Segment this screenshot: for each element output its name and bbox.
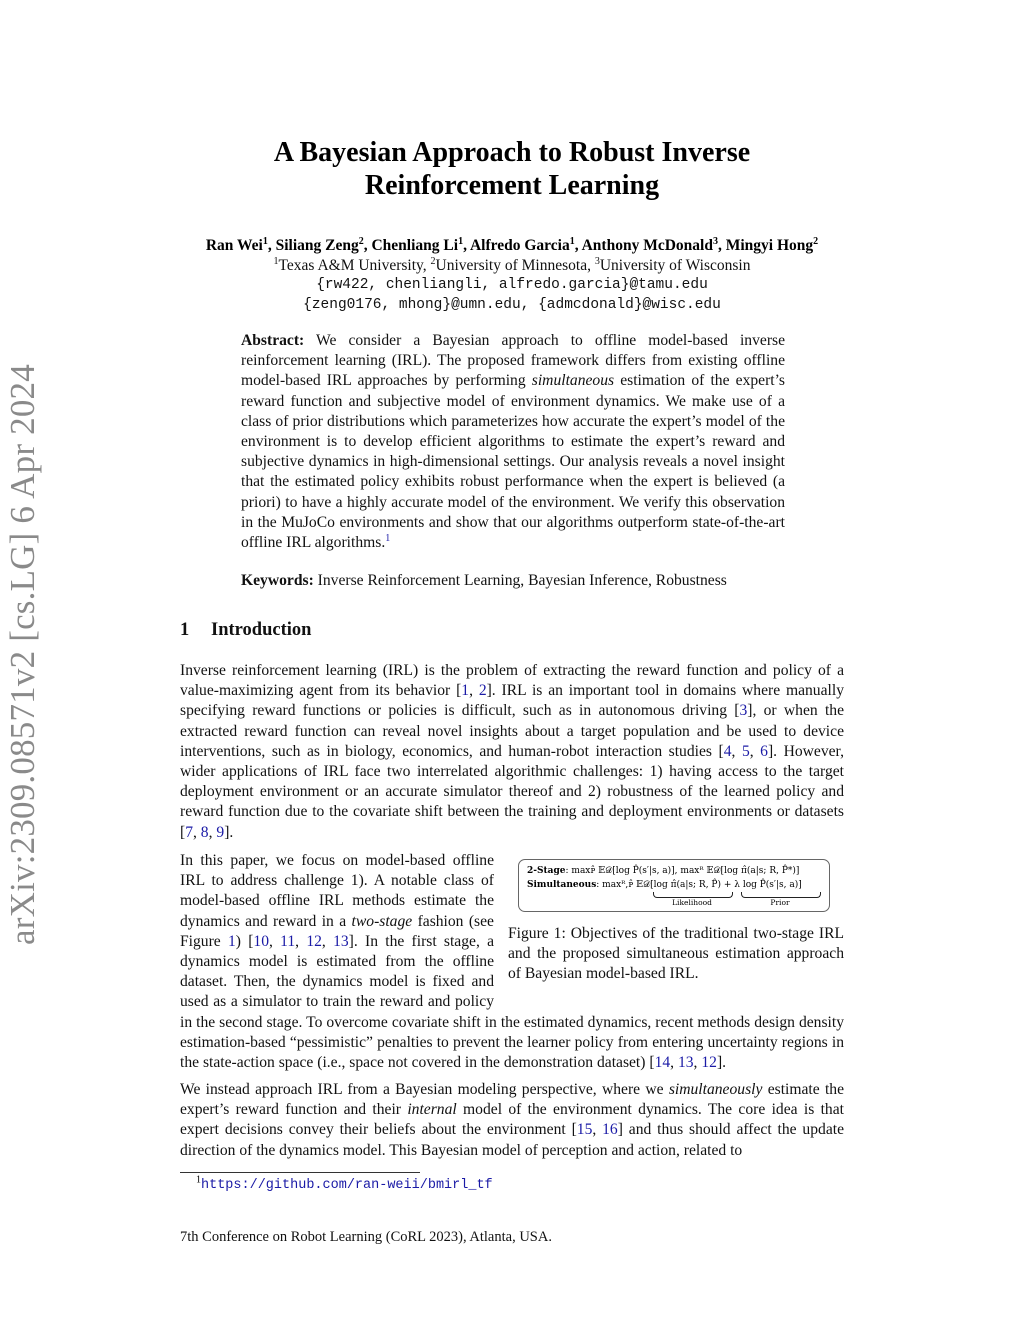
citation-link[interactable]: 9	[216, 823, 225, 841]
title-line-1: A Bayesian Approach to Robust Inverse	[273, 137, 751, 168]
affiliation-mark: 2	[430, 255, 436, 267]
paragraph-text: ,	[469, 682, 479, 700]
citation-link[interactable]: 4	[723, 742, 732, 760]
citation-link[interactable]: 15	[576, 1121, 593, 1139]
citation-link[interactable]: 1	[461, 682, 470, 700]
affiliation-mark: 3	[594, 255, 600, 267]
paragraph-text: ], or when the extracted reward function can reveal novel insights about a target population and be used to device interventions, such as in biology, economics, and human-robot interaction studies [	[180, 702, 844, 760]
figure-1	[508, 851, 844, 991]
simultaneous-expression: : maxᴿ,ᴘ̂ 𝔼𝒟[log π̂(a|s; R, P̂) + λ log P̂(s′|s, a)]	[596, 880, 802, 890]
abstract-label: Abstract:	[241, 332, 305, 349]
author-emails	[120, 275, 904, 315]
citation-link[interactable]: 12	[701, 1054, 717, 1072]
author-affiliation-mark: 1	[569, 235, 575, 247]
brace-annotations	[527, 892, 821, 908]
paragraph-text: ,	[321, 932, 334, 950]
author-affiliation-mark: 2	[358, 235, 364, 247]
paragraph-text: ,	[670, 1054, 678, 1072]
prior-label: Prior	[770, 898, 790, 907]
paragraph-text: ,	[749, 742, 761, 760]
author-name: Mingyi Hong	[725, 237, 814, 254]
author-affiliation-mark: 2	[813, 235, 819, 247]
figure-reference-link[interactable]: 1	[227, 932, 236, 950]
paragraph-text: In this paper, we focus on model-based offline IRL to address challenge 1). A notable class of model-based offline IRL methods estimate the dynamics and reward in a	[180, 852, 494, 930]
two-stage-objective	[527, 864, 821, 878]
abstract	[241, 331, 785, 553]
affiliation-name: Texas A&M University	[278, 257, 423, 274]
keywords-text: Inverse Reinforcement Learning, Bayesian Inference, Robustness	[317, 572, 727, 589]
section-title: Introduction	[211, 620, 312, 640]
paragraph-text: estimate the expert’s reward function and their	[180, 1081, 844, 1119]
author-name: Alfredo Garcia	[469, 237, 570, 254]
footnote-mark: 1	[196, 1174, 201, 1186]
paragraph-text: ]. However, wider applications of IRL face two interrelated algorithmic challenges: 1) having access to the target deployment environment or an accurate simulator thereof and 2) robustness of the learned policy and reward function due to the covariate shift between the training and deployment environments or datasets [	[180, 742, 845, 841]
footnote-divider	[180, 1172, 420, 1173]
paragraph-text: ,	[269, 932, 281, 950]
citation-link[interactable]: 13	[333, 932, 349, 950]
affiliation-mark: 1	[273, 255, 279, 267]
paragraph-text: ,	[731, 742, 742, 760]
affiliation-name: University of Minnesota	[435, 257, 588, 274]
two-stage-label: 2-Stage	[527, 866, 566, 876]
abstract-emphasis: simultaneous	[531, 372, 615, 390]
citation-link[interactable]: 12	[306, 932, 322, 950]
author-name: Anthony McDonald	[581, 237, 713, 254]
citation-link[interactable]: 6	[760, 742, 768, 760]
citation-link[interactable]: 10	[253, 932, 269, 950]
affiliations: $^1$Texas A&M University, $^2$University of Minnesota, $^3$University of Wisconsin	[273, 255, 751, 274]
author-affiliation-mark: 1	[262, 235, 268, 247]
two-stage-expression: : maxᴘ̂ 𝔼𝒟[log P̂(s′|s, a)], maxᴿ 𝔼𝒟[log π̂(a|s; R, P̂*)]	[565, 866, 800, 876]
intro-paragraph-3	[180, 1080, 844, 1161]
paragraph-text: ].	[224, 823, 234, 841]
paragraph-text: ,	[193, 823, 201, 841]
citation-link[interactable]: 11	[280, 932, 296, 950]
paragraph-text: ] and thus should affect the update direction of the dynamics model. This Bayesian model of perception and action, related to	[180, 1121, 844, 1159]
intro-paragraph-2	[180, 851, 844, 1073]
citation-link[interactable]: 13	[677, 1054, 694, 1072]
paragraph-text: fashion (see Figure	[180, 912, 494, 950]
keywords	[241, 571, 801, 591]
section-heading-introduction	[180, 618, 311, 642]
footnote	[196, 1174, 493, 1195]
simultaneous-objective	[527, 878, 821, 892]
paper-title	[180, 136, 844, 202]
paragraph-emphasis: internal	[407, 1101, 457, 1119]
abstract-text: estimation of the expert’s reward function and subjective model of environment dynamics. We make use of a class of prior distributions which parameterizes how accurate the expert’s model of the environment is to develop efficient algorithms to estimate the expert’s reward and subjective dynamics in high-dimensional settings. Our analysis reveals a novel insight that the estimated policy exhibits robust performance when the expert is believed (a priori) to have a highly accurate model of the environment. We verify this observation in the MuJoCo environments and show that our algorithms outperform state-of-the-art offline IRL algorithms.	[241, 372, 786, 552]
section-number: 1	[180, 620, 190, 640]
github-link[interactable]: https://github.com/ran-weii/bmirl_tf	[201, 1178, 493, 1193]
email-line-tamu[interactable]: {rw422, chenliangli, alfredo.garcia}@tamu.edu	[316, 277, 708, 293]
objectives-box	[518, 859, 830, 912]
venue-footer: 7th Conference on Robot Learning (CoRL 2023), Atlanta, USA.	[180, 1229, 552, 1245]
keywords-label: Keywords:	[241, 572, 314, 589]
title-line-2: Reinforcement Learning	[364, 170, 660, 201]
paragraph-text: ]. IRL is an important tool in domains where manually specifying reward functions or policies is difficult, such as in autonomous driving [	[180, 682, 844, 720]
paragraph-text: model of the environment dynamics. The core idea is that expert decisions convey their beliefs about the environment [	[180, 1101, 844, 1139]
author-name: Siliang Zeng	[275, 237, 359, 254]
citation-link[interactable]: 2	[478, 682, 487, 700]
figure-caption: Figure 1: Objectives of the traditional two-stage IRL and the proposed simultaneous estimation approach of Bayesian model-based IRL.	[508, 925, 844, 983]
paragraph-emphasis: two-stage	[351, 912, 413, 930]
arxiv-identifier[interactable]: arXiv:2309.08571v2 [cs.LG] 6 Apr 2024	[3, 364, 42, 945]
author-name: Chenliang Li	[371, 237, 459, 254]
paragraph-text: ,	[208, 823, 217, 841]
paragraph-text: ,	[693, 1054, 702, 1072]
author-list: Ran Wei$^1$, Siliang Zeng$^2$, Chenliang Li$^1$, Alfredo Garcia$^1$, Anthony McDonald$^3$, Mingyi Hong$^2$	[205, 235, 819, 254]
citation-link[interactable]: 7	[185, 823, 193, 841]
citation-link[interactable]: 14	[654, 1054, 671, 1072]
citation-link[interactable]: 8	[200, 823, 209, 841]
citation-link[interactable]: 16	[602, 1121, 618, 1139]
paragraph-text: ]. In the first stage, a dynamics model is estimated from the offline dataset. Then, the dynamics model is fixed and used as a simulator to train the reward and policy in the second stage. To overcome covariate shift in the estimated dynamics, recent methods design density estimation-based “pessimistic” penalties to prevent the learner policy from entering uncertainty regions in the state-action space (i.e., space not covered in the demonstration dataset) [	[180, 932, 844, 1072]
author-name: Ran Wei	[205, 237, 263, 254]
footnote-link[interactable]: 1	[385, 532, 391, 544]
email-wisc[interactable]: {admcdonald}@wisc.edu	[538, 297, 721, 313]
email-line-umn-wisc	[120, 295, 904, 315]
author-affiliation-mark: 1	[458, 235, 464, 247]
paragraph-text: We instead approach IRL from a Bayesian modeling perspective, where we	[180, 1081, 664, 1098]
citation-link[interactable]: 3	[739, 702, 748, 720]
simultaneous-label: Simultaneous	[527, 880, 597, 890]
paragraph-text: ].	[716, 1054, 727, 1072]
paragraph-text: ,	[295, 932, 307, 950]
citation-link[interactable]: 5	[741, 742, 750, 760]
affiliation-name: University of Wisconsin	[599, 257, 751, 274]
abstract-text: We consider a Bayesian approach to offline model-based inverse reinforcement learning (IRL). The proposed framework differs from existing offline model-based IRL approaches by performing	[241, 332, 785, 390]
intro-paragraph-1	[180, 661, 844, 843]
paragraph-emphasis: simultaneously	[668, 1081, 763, 1098]
paragraph-text: ,	[592, 1121, 603, 1139]
email-umn[interactable]: {zeng0176, mhong}@umn.edu,	[303, 297, 530, 313]
author-affiliation-mark: 3	[712, 235, 718, 247]
paragraph-text: Inverse reinforcement learning (IRL) is the problem of extracting the reward function and policy of a value-maximizing agent from its behavior [	[180, 662, 844, 700]
paragraph-text: ) [	[235, 932, 254, 950]
likelihood-label: Likelihood	[672, 898, 712, 907]
